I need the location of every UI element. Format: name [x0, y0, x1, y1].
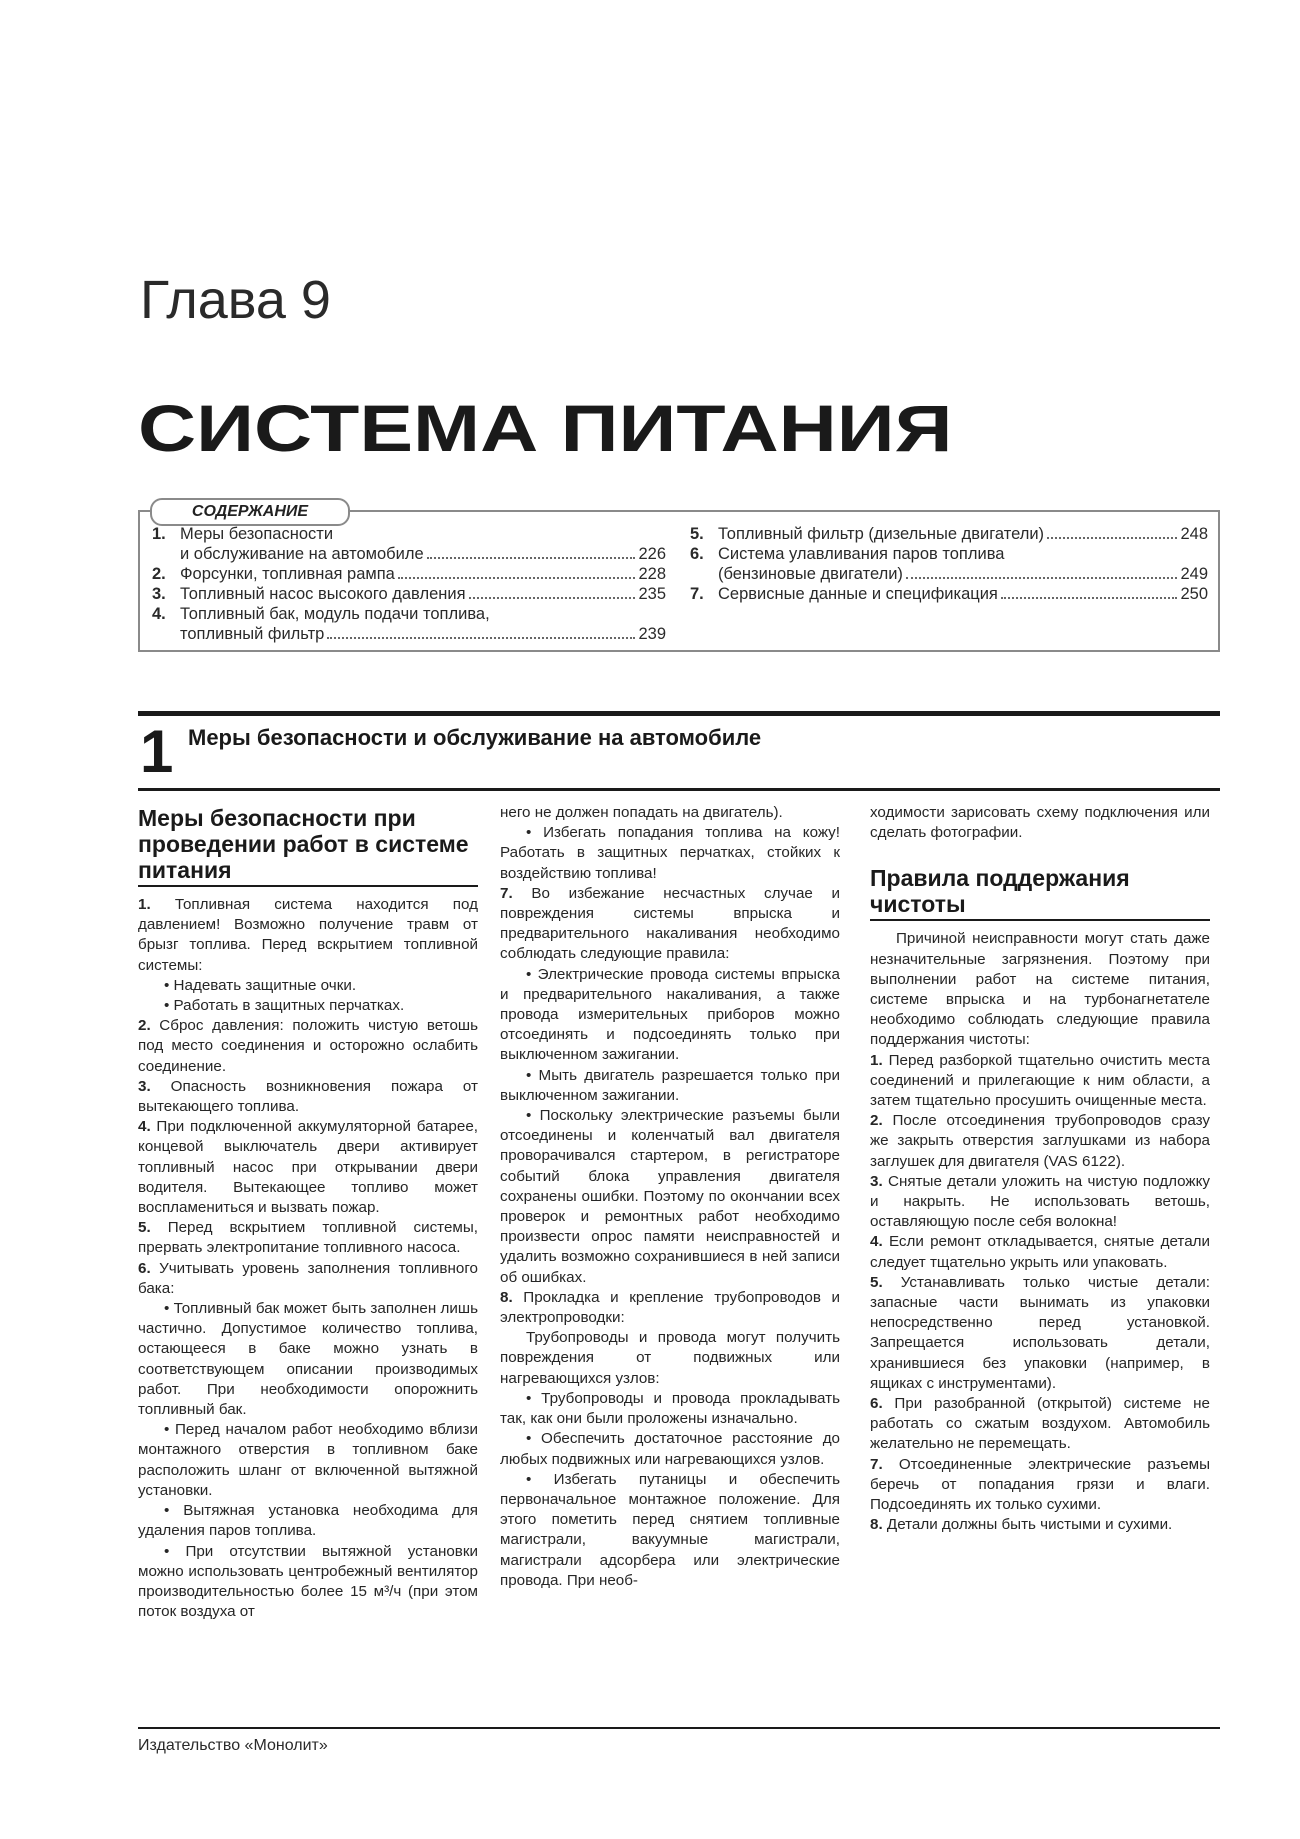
toc-entry-title: Форсунки, топливная рампа	[180, 565, 395, 583]
paragraph: 3. Снятые детали уложить на чистую подложку и накрыть. Не использовать ветошь, оставляющую после себя волокна!	[870, 1172, 1210, 1231]
toc-leader-dots	[1047, 537, 1177, 539]
toc-label: СОДЕРЖАНИЕ	[150, 498, 350, 526]
paragraph: 5. Перед вскрытием топливной системы, прервать электропитание топливного насоса.	[138, 1219, 478, 1257]
section-rule-bottom	[138, 788, 1220, 791]
toc-entry-line: Система улавливания паров топлива	[718, 545, 1005, 563]
paragraph: 1. Топливная система находится под давлением! Возможно получение травм от брызг топлива. Перед вскрытием топливной системы:	[138, 896, 478, 974]
text-column-3	[870, 803, 1210, 1536]
footer-rule	[138, 1727, 1220, 1729]
bullet-item: • Мыть двигатель разрешается только при выключенном зажигании.	[500, 1066, 840, 1104]
toc-entry	[152, 564, 666, 584]
paragraph: ходимости зарисовать схему подключения или сделать фотографии.	[870, 804, 1210, 842]
paragraph: 6. При разобранной (открытой) системе не работать со сжатым воздухом. Автомобиль желательно не перемещать.	[870, 1395, 1210, 1453]
paragraph: 8. Прокладка и крепление трубопроводов и электропроводки:	[500, 1288, 840, 1327]
publisher-footer: Издательство «Монолит»	[138, 1737, 328, 1754]
paragraph: 4. При подключенной аккумуляторной батарее, концевой выключатель двери активирует топливный насос при открывании двери водителя. Вытекающее топливо может воспламениться и вызвать пожар.	[138, 1118, 478, 1217]
bullet-item: • Обеспечить достаточное расстояние до любых подвижных или нагревающихся узлов.	[500, 1430, 840, 1468]
toc-entry-number: 5.	[690, 525, 704, 543]
subsection-heading: Меры безопасности при проведении работ в системе питания	[138, 805, 478, 887]
toc-entry-number: 7.	[690, 585, 704, 603]
toc-page-number: 235	[638, 585, 666, 603]
paragraph: 2. Сброс давления: положить чистую ветошь под место соединения и осторожно ослабить соединение.	[138, 1017, 478, 1075]
section-rule-top	[138, 711, 1220, 716]
toc-entry-number: 2.	[152, 565, 166, 583]
bullet-item: • При отсутствии вытяжной установки можно использовать центробежный вентилятор производительностью более 15 м³/ч (при этом поток воздуха от	[138, 1542, 478, 1621]
chapter-title: СИСТЕМА ПИТАНИЯ	[138, 391, 953, 465]
toc-page-number: 249	[1180, 565, 1208, 583]
text-column-1	[138, 805, 478, 1622]
bullet-item: • Работать в защитных перчатках.	[164, 997, 405, 1015]
paragraph: 5. Устанавливать только чистые детали: запасные части вынимать из упаковки непосредственно перед установкой. Запрещается использовать детали, хранившиеся без упаковки (например, в ящиках с инструментами).	[870, 1273, 1210, 1392]
paragraph: 7. Отсоединенные электрические разъемы беречь от попадания грязи и влаги. Подсоединять их только сухими.	[870, 1455, 1210, 1514]
toc-entry-number: 6.	[690, 545, 704, 563]
toc-entry-number: 3.	[152, 585, 166, 603]
paragraph: 6. Учитывать уровень заполнения топливного бака:	[138, 1259, 478, 1297]
paragraph: 7. Во избежание несчастных случае и повреждения системы впрыска и предварительного накаливания необходимо соблюдать следующие правила:	[500, 884, 840, 963]
bullet-item: • Перед началом работ необходимо вблизи монтажного отверстия в топливном баке расположить шланг от включенной вытяжной установки.	[138, 1421, 478, 1499]
toc-page-number: 228	[638, 565, 666, 583]
toc-entry	[152, 524, 666, 564]
toc-entry-title: Топливный фильтр (дизельные двигатели)	[718, 525, 1045, 543]
section-number: 1	[140, 718, 174, 785]
bullet-item: • Поскольку электрические разъемы были отсоединены и коленчатый вал двигателя проворачивался стартером, в регистраторе событий блока управления двигателя сохранены ошибки. Поэтому по окончании всех проверок и ремонтных работ необходимо произвести опрос памяти неисправностей и удалить возможно сохранившиеся в ней записи об ошибках.	[500, 1107, 840, 1286]
toc-leader-dots	[906, 577, 1178, 579]
toc-page-number: 239	[638, 625, 666, 643]
paragraph: Причиной неисправности могут стать даже незначительные загрязнения. Поэтому при выполнении работ на системе питания, системе впрыска и на турбонагнетателе необходимо соблюдать следующие правила поддержания чистоты:	[870, 930, 1210, 1049]
toc-leader-dots	[327, 637, 635, 639]
bullet-item: • Избегать путаницы и обеспечить первоначальное монтажное положение. Для этого пометить перед снятием топливные магистрали, вакуумные магистрали, магистрали адсорбера или электрические провода. При необ-	[500, 1470, 840, 1589]
paragraph: Трубопроводы и провода могут получить повреждения от подвижных или нагревающихся узлов:	[500, 1329, 840, 1387]
toc-page-number: 226	[638, 545, 666, 563]
toc-entry-title: Сервисные данные и спецификация	[718, 585, 998, 603]
toc-entry-title: и обслуживание на автомобиле	[180, 545, 424, 563]
toc-entry-line: Меры безопасности	[180, 525, 334, 543]
toc-entry-line: Топливный бак, модуль подачи топлива,	[180, 605, 490, 623]
toc-leader-dots	[1001, 597, 1178, 599]
toc-left-column	[152, 524, 666, 644]
section-title: Меры безопасности и обслуживание на автомобиле	[188, 725, 762, 750]
toc-page-number: 250	[1180, 585, 1208, 603]
subsection-heading: Правила поддержания чистоты	[870, 865, 1210, 921]
paragraph: 2. После отсоединения трубопроводов сразу же закрыть отверстия заглушками из набора заглушек для двигателя (VAS 6122).	[870, 1112, 1210, 1170]
toc-entry-title: (бензиновые двигатели)	[718, 565, 903, 583]
paragraph: 1. Перед разборкой тщательно очистить места соединений и прилегающие к ним области, а затем тщательно просушить очищенные места.	[870, 1051, 1210, 1110]
bullet-item: • Надевать защитные очки.	[164, 976, 357, 994]
toc-entry	[690, 544, 1208, 584]
toc-entry-title: Топливный насос высокого давления	[180, 585, 466, 603]
paragraph: 3. Опасность возникновения пожара от вытекающего топлива.	[138, 1077, 478, 1116]
spacer	[870, 843, 1210, 865]
toc-entry	[690, 524, 1208, 544]
toc-entry-number: 4.	[152, 605, 166, 623]
toc-leader-dots	[398, 577, 636, 579]
toc-leader-dots	[469, 597, 636, 599]
bullet-item: • Топливный бак может быть заполнен лишь частично. Допустимое количество топлива, остающееся в баке можно узнать в соответствующем описании производимых работ. При необходимости опорожнить топливный бак.	[138, 1300, 478, 1419]
toc-entry-number: 1.	[152, 525, 166, 543]
toc-entry	[152, 584, 666, 604]
paragraph: 4. Если ремонт откладывается, снятые детали следует тщательно укрыть или упаковать.	[870, 1233, 1210, 1271]
text-column-2	[500, 803, 840, 1591]
bullet-item: • Избегать попадания топлива на кожу! Работать в защитных перчатках, стойких к воздействию топлива!	[500, 824, 840, 882]
paragraph: 8. Детали должны быть чистыми и сухими.	[870, 1516, 1173, 1534]
toc-entry	[152, 604, 666, 644]
toc-page-number: 248	[1180, 525, 1208, 543]
bullet-item: • Трубопроводы и провода прокладывать так, как они были проложены изначально.	[500, 1389, 840, 1428]
toc-right-column	[690, 524, 1208, 604]
bullet-item: • Электрические провода системы впрыска и предварительного накаливания, а также провода измерительных приборов можно отсоединять и подсоединять только при выключенном зажигании.	[500, 965, 840, 1064]
paragraph: него не должен попадать на двигатель).	[500, 804, 783, 821]
toc-leader-dots	[427, 557, 636, 559]
bullet-item: • Вытяжная установка необходима для удаления паров топлива.	[138, 1502, 478, 1540]
chapter-label: Глава 9	[140, 270, 331, 330]
toc-entry	[690, 584, 1208, 604]
toc-entry-title: топливный фильтр	[180, 625, 325, 643]
